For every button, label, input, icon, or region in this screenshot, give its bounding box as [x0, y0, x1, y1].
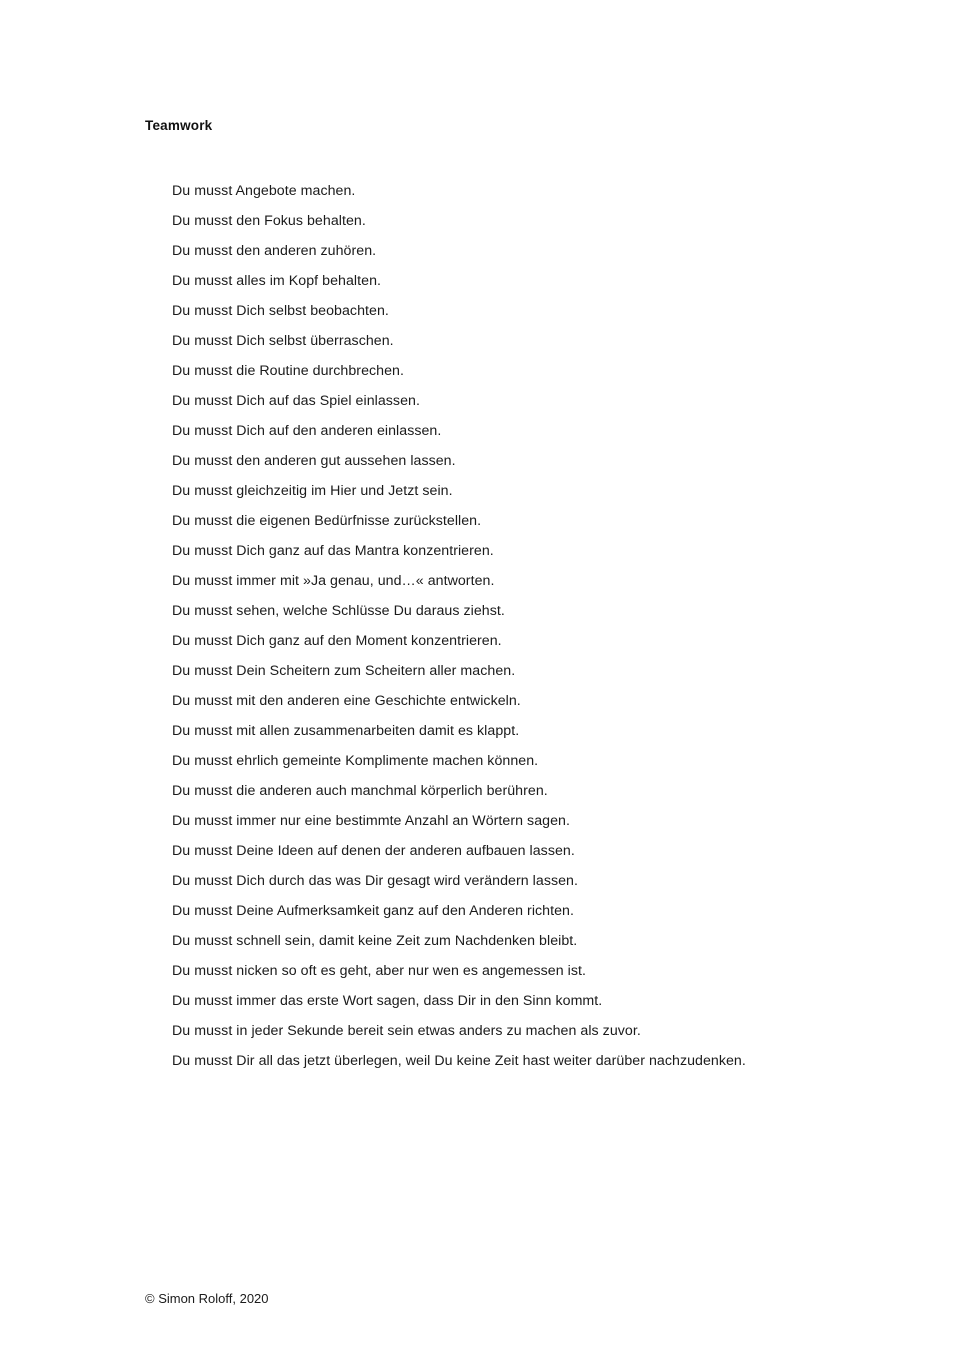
- list-item: Du musst nicken so oft es geht, aber nur wen es angemessen ist.: [172, 963, 587, 979]
- list-item: Du musst Angebote machen.: [172, 183, 356, 199]
- list-item: Du musst Deine Ideen auf denen der anderen aufbauen lassen.: [172, 843, 575, 859]
- list-item: Du musst sehen, welche Schlüsse Du daraus ziehst.: [172, 603, 505, 619]
- list-item: Du musst Dich auf das Spiel einlassen.: [172, 393, 420, 409]
- list-item: Du musst die anderen auch manchmal körperlich berühren.: [172, 783, 548, 799]
- list-item: Du musst die Routine durchbrechen.: [172, 363, 404, 379]
- list-item: Du musst immer nur eine bestimmte Anzahl an Wörtern sagen.: [172, 813, 570, 829]
- list-item: Du musst ehrlich gemeinte Komplimente machen können.: [172, 753, 539, 769]
- list-item: Du musst den anderen zuhören.: [172, 243, 377, 259]
- list-item: Du musst Dich ganz auf den Moment konzentrieren.: [172, 633, 502, 649]
- copyright-footer: © Simon Roloff, 2020: [145, 1291, 269, 1306]
- list-item: Du musst in jeder Sekunde bereit sein etwas anders zu machen als zuvor.: [172, 1023, 641, 1039]
- list-item: Du musst Dich auf den anderen einlassen.: [172, 423, 442, 439]
- list-item: Du musst schnell sein, damit keine Zeit zum Nachdenken bleibt.: [172, 933, 578, 949]
- page-title: Teamwork: [145, 118, 213, 133]
- list-item: Du musst den anderen gut aussehen lassen.: [172, 453, 456, 469]
- list-item: Du musst den Fokus behalten.: [172, 213, 366, 229]
- list-item: Du musst immer das erste Wort sagen, dass Dir in den Sinn kommt.: [172, 993, 603, 1009]
- list-item: Du musst Dich selbst beobachten.: [172, 303, 389, 319]
- list-item: Du musst Dein Scheitern zum Scheitern aller machen.: [172, 663, 516, 679]
- poem-line-list: [172, 176, 892, 1076]
- list-item: Du musst immer mit »Ja genau, und…« antworten.: [172, 573, 495, 589]
- list-item: Du musst Dir all das jetzt überlegen, weil Du keine Zeit hast weiter darüber nachzudenken.: [172, 1053, 746, 1069]
- list-item: Du musst alles im Kopf behalten.: [172, 273, 381, 289]
- list-item: Du musst Dich selbst überraschen.: [172, 333, 394, 349]
- list-item: Du musst mit den anderen eine Geschichte entwickeln.: [172, 693, 521, 709]
- list-item: Du musst gleichzeitig im Hier und Jetzt sein.: [172, 483, 453, 499]
- list-item: Du musst Dich ganz auf das Mantra konzentrieren.: [172, 543, 494, 559]
- list-item: Du musst Dich durch das was Dir gesagt wird verändern lassen.: [172, 873, 578, 889]
- list-item: Du musst Deine Aufmerksamkeit ganz auf den Anderen richten.: [172, 903, 574, 919]
- list-item: Du musst die eigenen Bedürfnisse zurückstellen.: [172, 513, 482, 529]
- list-item: Du musst mit allen zusammenarbeiten damit es klappt.: [172, 723, 520, 739]
